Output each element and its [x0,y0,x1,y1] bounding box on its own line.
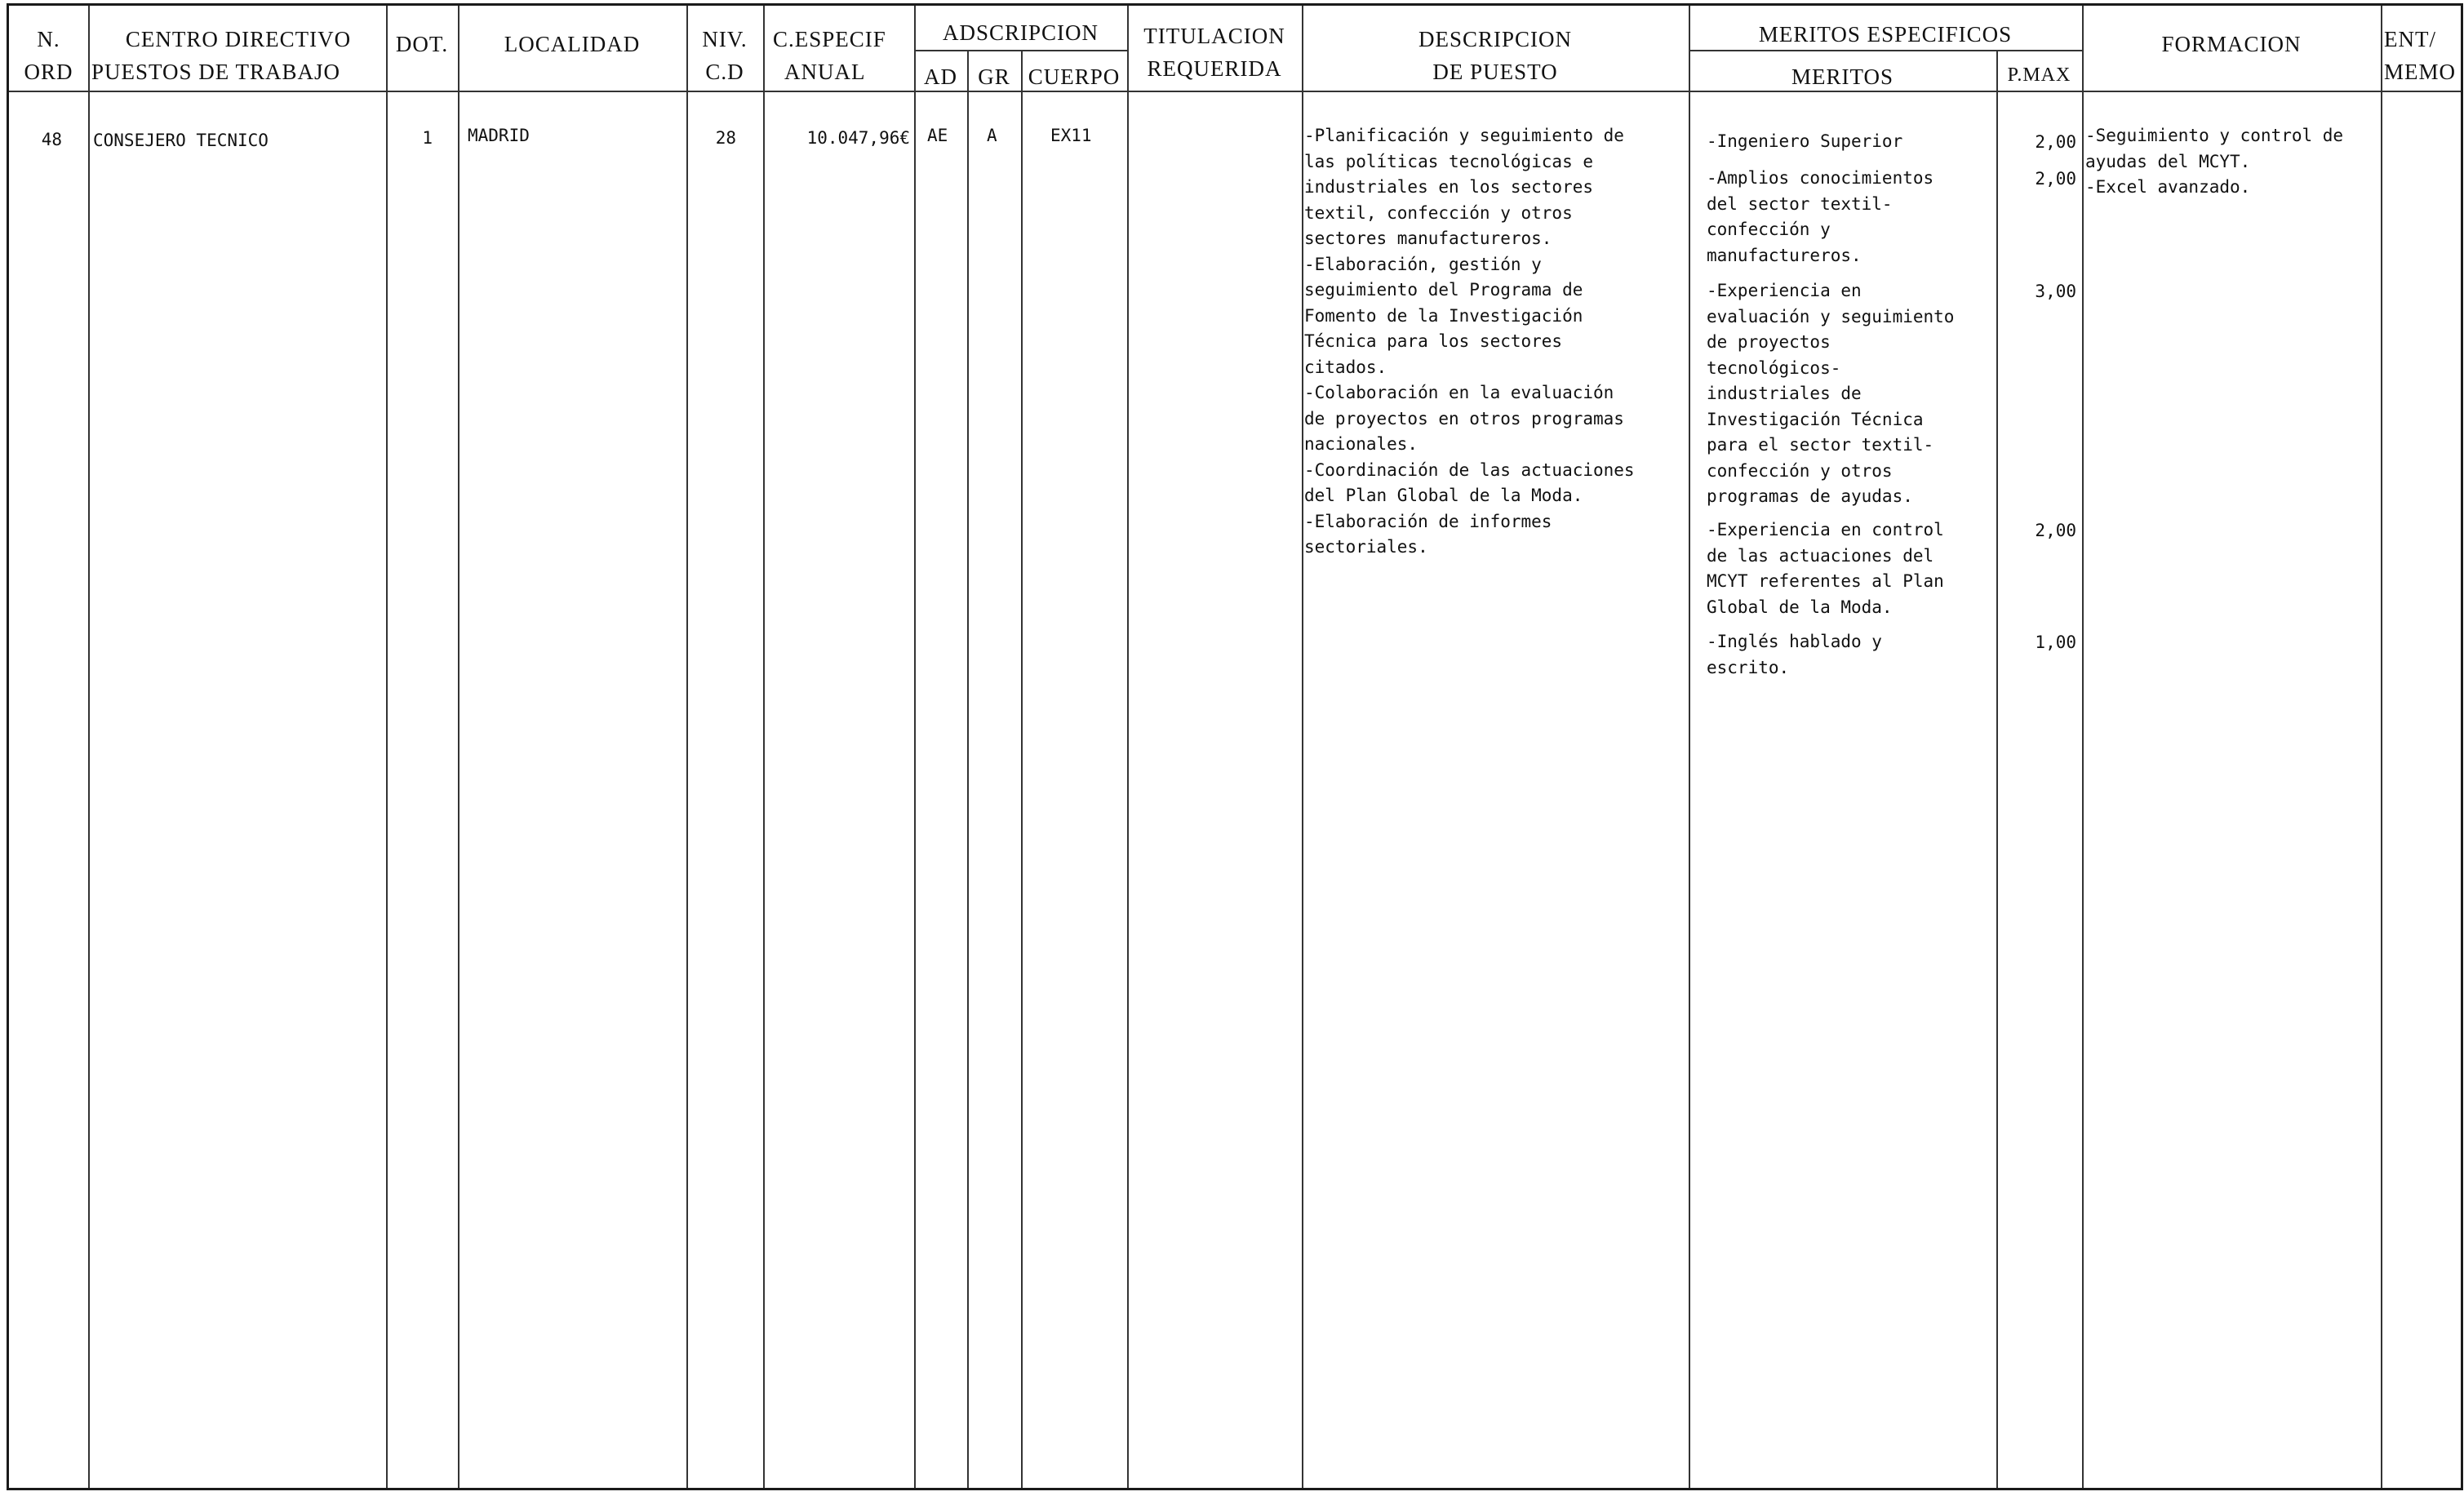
col-divider [1689,6,1690,1488]
row-merito-3: -Experiencia en evaluación y seguimiento de proyectos tecnológicos- industriales de Investigación Técnica para el sector textil- confección y otros programas de ayudas. [1707,281,1955,506]
row-pmax-2: 2,00 [2035,169,2076,189]
col-divider [1127,6,1129,1488]
header-centro-directivo: CENTRO DIRECTIVO [125,27,352,51]
row-cuerpo: EX11 [1050,126,1092,145]
header-titulacion-1: TITULACION [1143,24,1285,48]
col-divider [1021,50,1023,1488]
header-n-ord-1: N. [37,27,60,51]
col-divider [686,6,688,1488]
row-pmax-1: 2,00 [2035,132,2076,152]
col-divider [386,6,388,1488]
col-divider [1302,6,1303,1488]
row-pmax-3: 3,00 [2035,282,2076,301]
header-ent: ENT/ [2384,27,2436,51]
header-formacion: FORMACION [2161,32,2302,56]
row-gr: A [987,126,997,145]
col-divider [458,6,460,1488]
header-p-max: P.MAX [2007,64,2071,86]
col-divider [763,6,765,1488]
col-divider [2082,6,2084,1488]
row-divider [1689,50,2082,51]
header-dot: DOT. [395,32,449,56]
header-cuerpo: CUERPO [1028,64,1121,89]
row-puesto: CONSEJERO TECNICO [93,131,269,150]
header-titulacion-2: REQUERIDA [1147,56,1282,81]
header-n-ord-2: ORD [24,60,73,84]
header-niv-2: C.D [705,60,744,84]
col-divider [914,6,916,1488]
header-localidad: LOCALIDAD [504,32,641,56]
row-complemento: 10.047,96€ [806,128,910,148]
row-nivel: 28 [715,128,736,148]
header-niv-1: NIV. [702,27,748,51]
row-divider [914,50,1127,51]
job-table [7,3,2463,1490]
header-bottom-line [9,91,2461,92]
row-dot: 1 [422,128,433,148]
row-ad: AE [927,126,948,145]
row-n-ord: 48 [41,130,62,149]
row-formacion: -Seguimiento y control de ayudas del MCYT. -Excel avanzado. [2085,126,2344,197]
header-memo: MEMO [2384,60,2457,84]
col-divider [967,50,969,1488]
row-localidad: MADRID [468,126,530,145]
col-divider [88,6,90,1488]
row-descripcion: -Planificación y seguimiento de las políticas tecnológicas e industriales en los sectores textil, confección y otros sectores manufactureros. -Elaboración, gestión y seguimiento del Programa de Fomento de la Investigación Técnica para los sectores citados. -Colaboración en la evaluación de proyectos en otros programas nacionales. -Coordinación de las actuaciones del Plan Global de la Moda. -Elaboración de informes sectoriales. [1304,126,1635,557]
row-merito-4: -Experiencia en control de las actuaciones del MCYT referentes al Plan Global de la Moda. [1707,520,1944,617]
header-ad: AD [924,64,957,89]
col-divider [1996,50,1998,1488]
row-pmax-4: 2,00 [2035,521,2076,540]
header-c-especif-1: C.ESPECIF [773,27,886,51]
header-c-especif-2: ANUAL [784,60,866,84]
header-adscripcion: ADSCRIPCION [942,20,1099,45]
row-pmax-5: 1,00 [2035,633,2076,652]
header-descripcion-2: DE PUESTO [1432,60,1558,84]
row-merito-2: -Amplios conocimientos del sector textil- confección y manufactureros. [1707,168,1934,265]
header-descripcion-1: DESCRIPCION [1418,27,1573,51]
header-meritos: MERITOS [1791,64,1894,89]
header-gr: GR [978,64,1010,89]
col-divider [2381,6,2382,1488]
header-meritos-especificos: MERITOS ESPECIFICOS [1758,22,2013,47]
row-merito-1: -Ingeniero Superior [1707,131,1903,151]
row-merito-5: -Inglés hablado y escrito. [1707,632,1882,677]
header-puestos-trabajo: PUESTOS DE TRABAJO [91,60,341,84]
